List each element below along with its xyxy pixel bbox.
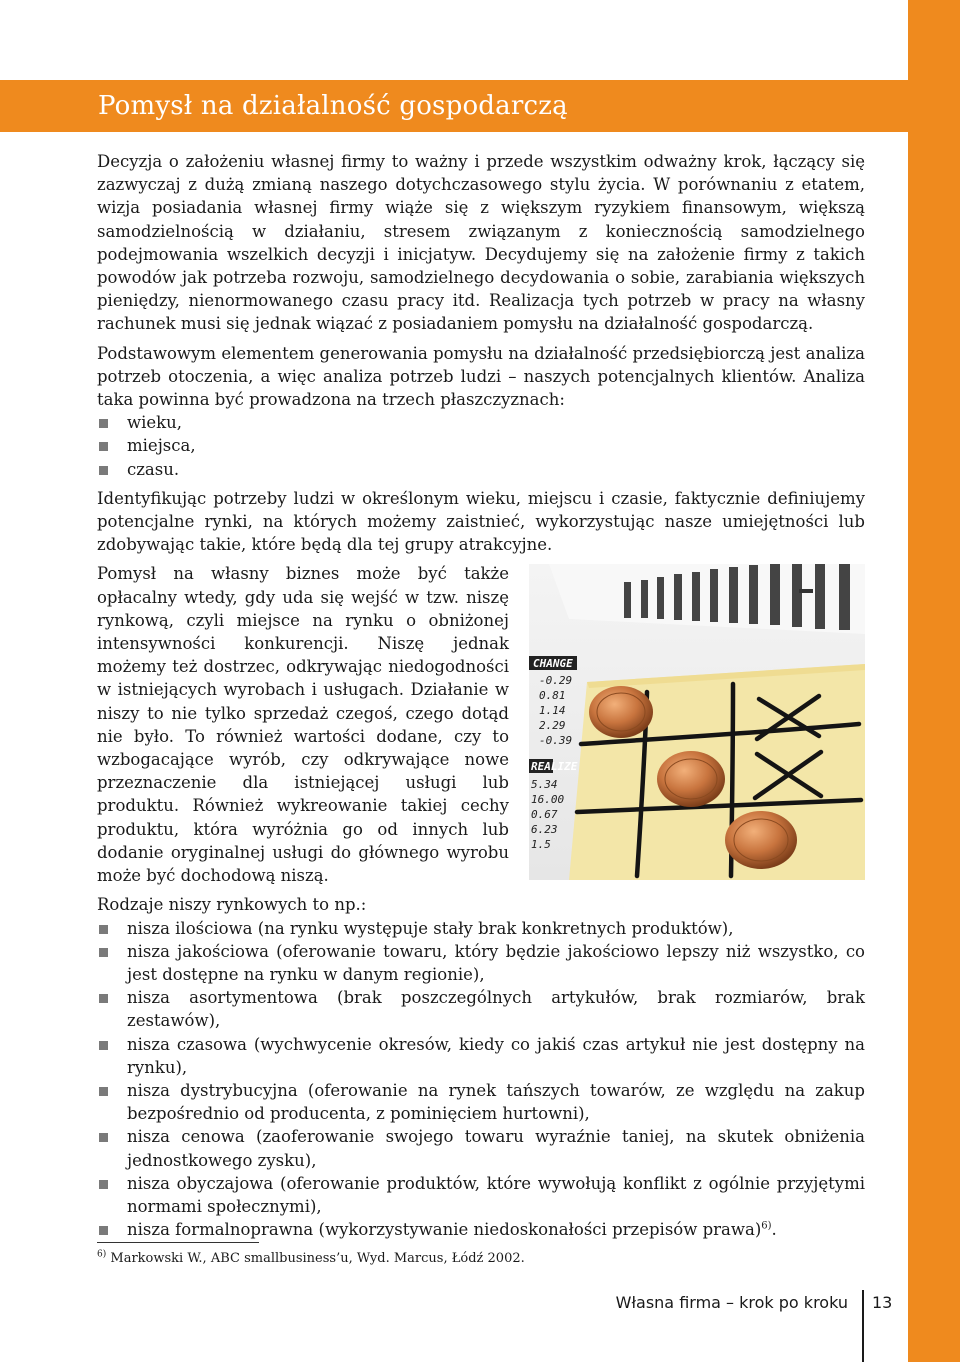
square-bullet-icon [99, 1041, 108, 1050]
niche-section [97, 562, 865, 893]
niche-types-list [97, 917, 865, 1242]
square-bullet-icon [99, 925, 108, 934]
svg-text:5.34: 5.34 [531, 778, 558, 792]
square-bullet-icon [99, 419, 108, 428]
square-bullet-icon [99, 1087, 108, 1096]
footer-divider [862, 1290, 864, 1362]
coin-icon [657, 751, 725, 807]
list-item: nisza obyczajowa (oferowanie produktów, które wywołują konflikt z ogólnie przyjętymi normami społecznymi), [97, 1172, 865, 1218]
main-content [97, 150, 865, 1247]
footnote-divider [97, 1242, 259, 1243]
svg-text:1.5: 1.5 [531, 838, 551, 852]
planes-list [97, 411, 865, 481]
list-item: nisza czasowa (wychwycenie okresów, kiedy co jakiś czas artykuł nie jest dostępny na rynku), [97, 1033, 865, 1079]
paragraph-markets: Identyfikując potrzeby ludzi w określonym wieku, miejscu i czasie, faktycznie definiujemy potencjalne rynki, na których możemy zaistnieć, wykorzystując nasze umiejętności lub zdobywając takie, które będą dla tej grupy atrakcyjne. [97, 488, 865, 555]
svg-text:0.81: 0.81 [539, 689, 566, 703]
square-bullet-icon [99, 948, 108, 957]
list-item: czasu. [97, 458, 865, 481]
list-item: wieku, [97, 411, 865, 434]
svg-text:1.14: 1.14 [539, 704, 566, 718]
square-bullet-icon [99, 442, 108, 451]
paragraph-niche: Pomysł na własny biznes może być także opłacalny wtedy, gdy uda się wejść w tzw. niszę rynkową, czyli miejsce na rynku o obniżonej intensywności konkurencji. Niszę jednak możemy też dostrzec, odkrywając niedogodności w istniejących wyrobach i usługach. Działanie w niszy to nie tylko sprzedaż czegoś, czego dotąd nie było. To również wartości dodane, czy to wzbogacające wyrób, czy odkrywające nowe przeznaczenie dla istniejącej usługi lub produktu. Również wykreowanie takiej cechy produktu, która wyróżnia go od innych lub dodanie oryginalnej usługi do głównego wyrobu może być dochodową niszą. [97, 564, 509, 886]
svg-text:16.00: 16.00 [531, 793, 565, 807]
realize-label: REALIZE [531, 760, 578, 774]
paragraph-niche-types-intro: Rodzaje niszy rynkowych to np.: [97, 895, 367, 915]
paragraph-analysis: Podstawowym elementem generowania pomysłu na działalność przedsiębiorczą jest analiza potrzeb otoczenia, a więc analiza potrzeb ludzi – naszych potencjalnych klientów. Analiza taka powinna być prowadzona na trzech płaszczyznach: [97, 343, 865, 410]
paragraph-intro: Decyzja o założeniu własnej firmy to ważny i przede wszystkim odważny krok, łączący się zazwyczaj z dużą zmianą naszego dotychczasowego stylu życia. W porównaniu z etatem, wizja posiadania własnej firmy wiąże się z większym ryzykiem finansowym, większą samodzielnością w działaniu, stresem związanym z koniecznością samodzielnego podejmowania wszelkich decyzji i inicjatyw. Decydujemy się na założenie firmy z takich powodów jak potrzeba rozwoju, samodzielnego decydowania o sobie, zarabiania większych pieniędzy, nienormowanego czasu pracy itd. Realizacja tych potrzeb w pracy na własny rachunek musi się jednak wiązać z posiadaniem pomysłu na działalność gospodarczą. [97, 152, 865, 334]
footnote: $^{6)}$ Markowski W., ABC smallbusiness’u, Wyd. Marcus, Łódź 2002. [97, 1249, 525, 1266]
svg-text:6.23: 6.23 [531, 823, 558, 837]
square-bullet-icon [99, 466, 108, 475]
list-item: nisza jakościowa (oferowanie towaru, który będzie jakościowo lepszy niż wszystko, co jest dostępne na rynku w danym regionie), [97, 940, 865, 986]
tic-tac-toe-coins-photo [529, 564, 865, 880]
list-item: nisza formalnoprawna (wykorzystywanie niedoskonałości przepisów prawa)$^{6)}$. [97, 1218, 865, 1241]
page-title: Pomysł na działalność gospodarczą [98, 91, 568, 121]
footer-title: Własna firma – krok po kroku [615, 1293, 848, 1312]
square-bullet-icon [99, 1180, 108, 1189]
list-item: nisza asortymentowa (brak poszczególnych artykułów, brak rozmiarów, brak zestawów), [97, 986, 865, 1032]
svg-text:-0.39: -0.39 [539, 734, 573, 748]
list-item: nisza cenowa (zaoferowanie swojego towaru wyraźnie taniej, na skutek obniżenia jednostkowego zysku), [97, 1125, 865, 1171]
footnote-marker: 6) [97, 1249, 107, 1260]
square-bullet-icon [99, 1133, 108, 1142]
list-item: nisza ilościowa (na rynku występuje stały brak konkretnych produktów), [97, 917, 865, 940]
change-label: CHANGE [533, 657, 573, 671]
coin-icon [589, 686, 653, 738]
page-number: 13 [872, 1293, 893, 1312]
svg-text:0.67: 0.67 [531, 808, 558, 822]
svg-text:2.29: 2.29 [539, 719, 566, 733]
square-bullet-icon [99, 994, 108, 1003]
svg-text:-0.29: -0.29 [539, 674, 573, 688]
coin-icon [725, 811, 797, 869]
footnote-reference[interactable]: 6) [761, 1220, 772, 1232]
list-item: nisza dystrybucyjna (oferowanie na rynek tańszych towarów, ze względu na zakup bezpośrednio od producenta, z pominięciem hurtowni), [97, 1079, 865, 1125]
side-accent-band [908, 0, 960, 1362]
list-item: miejsca, [97, 434, 865, 457]
square-bullet-icon [99, 1226, 108, 1235]
